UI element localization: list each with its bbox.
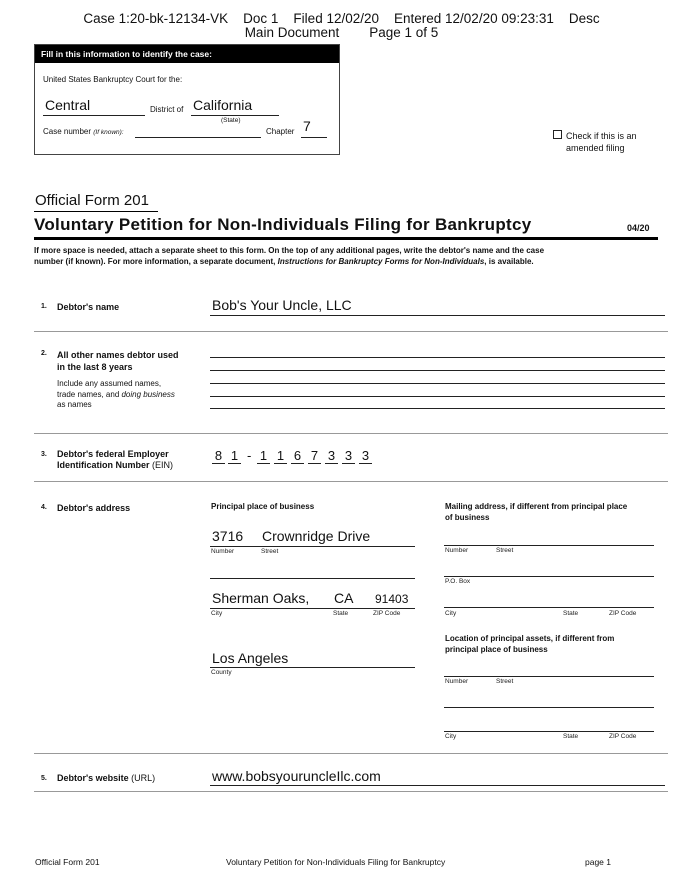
case-number-label: Case number [43,127,92,136]
q4-number: 4. [41,504,47,511]
mailing-street-line[interactable] [444,545,654,546]
case-header-line-1: Case 1:20-bk-12134-VK Doc 1 Filed 12/02/20 Entered 12/02/20 09:23:31 Desc [83,11,600,26]
amended-filing-label-1: Check if this is an [566,131,637,141]
case-identification-box [34,44,340,155]
ein-digit: 1 [257,448,270,464]
ein-digit: 8 [212,448,225,464]
form-instructions-line-2a: number (if known). For more information, a separate document, [34,257,278,266]
q3-label-2: Identification Number [57,460,153,470]
court-label: United States Bankruptcy Court for the: [43,75,183,84]
street-sublabel: Street [261,548,279,555]
footer-form-number: Official Form 201 [35,857,100,867]
case-header-line-2: Main Document Page 1 of 5 [244,25,439,40]
ein-separator: - [247,448,252,463]
assets-street-sublabel: Street [496,678,514,685]
form-instructions-line-2c: , is available. [484,257,534,266]
amended-filing-checkbox[interactable] [553,130,562,139]
mailing-po-box-line[interactable] [444,576,654,577]
q2-hint-2a: trade names, and [57,389,122,399]
q3-label-1: Debtor's federal Employer [57,449,169,459]
assets-line-2[interactable] [444,707,654,708]
title-rule [34,237,658,240]
county-field[interactable]: Los Angeles [212,650,289,666]
ein-digit: 1 [228,448,241,464]
assets-city-sublabel: City [445,733,457,740]
other-names-line[interactable] [210,408,665,409]
city-field[interactable]: Sherman Oaks, [212,590,310,606]
county-sublabel: County [211,669,232,676]
official-form-number: Official Form 201 [35,192,149,209]
website-field[interactable]: www.bobsyouruncleIlc.com [212,768,381,784]
other-names-line[interactable] [210,370,665,371]
chapter-field[interactable]: 7 [303,118,311,134]
state-field[interactable]: California [193,97,253,113]
ein-digit: 3 [359,448,372,464]
mailing-address-title-2: of business [445,512,490,522]
other-names-line[interactable] [210,383,665,384]
q4-label: Debtor's address [57,503,131,513]
assets-location-title-1: Location of principal assets, if different from [445,634,615,643]
q1-label: Debtor's name [57,302,120,312]
address-line-2[interactable] [210,578,415,579]
amended-filing-label-2: amended filing [566,143,625,153]
q2-hint-3: as names [57,400,92,409]
mailing-zip-sublabel: ZIP Code [609,610,637,617]
ein-digit: 3 [325,448,338,464]
assets-zip-sublabel: ZIP Code [609,733,637,740]
q1-number: 1. [41,303,47,310]
q2-hint-2b: doing business [121,389,175,399]
assets-location-title-2: principal place of business [445,645,548,654]
po-box-sublabel: P.O. Box [445,578,471,585]
q5-label-b: (URL) [131,773,156,783]
assets-street-line[interactable] [444,676,654,677]
mailing-street-sublabel: Street [496,547,514,554]
principal-place-title: Principal place of business [211,502,315,511]
q2-label-2: in the last 8 years [57,362,133,372]
ein-digit: 1 [274,448,287,464]
state-sublabel: State [333,610,349,617]
state-sublabel: (State) [221,117,241,124]
mailing-city-line[interactable] [444,607,654,608]
q2-label-1: All other names debtor used [57,350,179,360]
ein-digit: 6 [291,448,304,464]
assets-state-sublabel: State [563,733,579,740]
q3-label-2b: (EIN) [152,460,174,470]
q2-hint-1: Include any assumed names, [57,379,162,388]
form-instructions-line-2b: Instructions for Bankruptcy Forms for Non-Individuals [277,257,485,266]
debtor-name-field[interactable]: Bob's Your Uncle, LLC [212,297,352,313]
other-names-line[interactable] [210,357,665,358]
court-district-field[interactable]: Central [45,97,91,113]
street-number-field[interactable]: 3716 [212,528,244,544]
q5-number: 5. [41,775,47,782]
mailing-number-sublabel: Number [445,547,469,554]
number-sublabel: Number [211,548,235,555]
form-instructions-line-1: If more space is needed, attach a separate sheet to this form. On the top of any additional pages, write the debtor's name and the case [34,246,545,255]
zip-field[interactable]: 91403 [375,592,409,606]
chapter-label: Chapter [266,127,295,136]
mailing-city-sublabel: City [445,610,457,617]
case-identification-title: Fill in this information to identify the case: [35,45,339,63]
assets-number-sublabel: Number [445,678,469,685]
city-sublabel: City [211,610,223,617]
ein-digit: 3 [342,448,355,464]
assets-city-line[interactable] [444,731,654,732]
ein-digit: 7 [308,448,321,464]
mailing-state-sublabel: State [563,610,579,617]
form-version: 04/20 [627,223,650,233]
footer-form-title: Voluntary Petition for Non-Individuals Filing for Bankruptcy [226,857,446,867]
mailing-address-title-1: Mailing address, if different from principal place [445,502,628,511]
zip-sublabel: ZIP Code [373,610,401,617]
form-title: Voluntary Petition for Non-Individuals Filing for Bankruptcy [34,215,532,234]
state-field[interactable]: CA [334,590,354,606]
case-number-hint: (If known): [93,129,124,136]
q5-label: Debtor's website [57,773,132,783]
other-names-line[interactable] [210,396,665,397]
q2-number: 2. [41,350,47,357]
footer-page-number: page 1 [585,857,611,867]
district-label: District of [150,105,184,114]
street-name-field[interactable]: Crownridge Drive [262,528,371,544]
q3-number: 3. [41,451,47,458]
